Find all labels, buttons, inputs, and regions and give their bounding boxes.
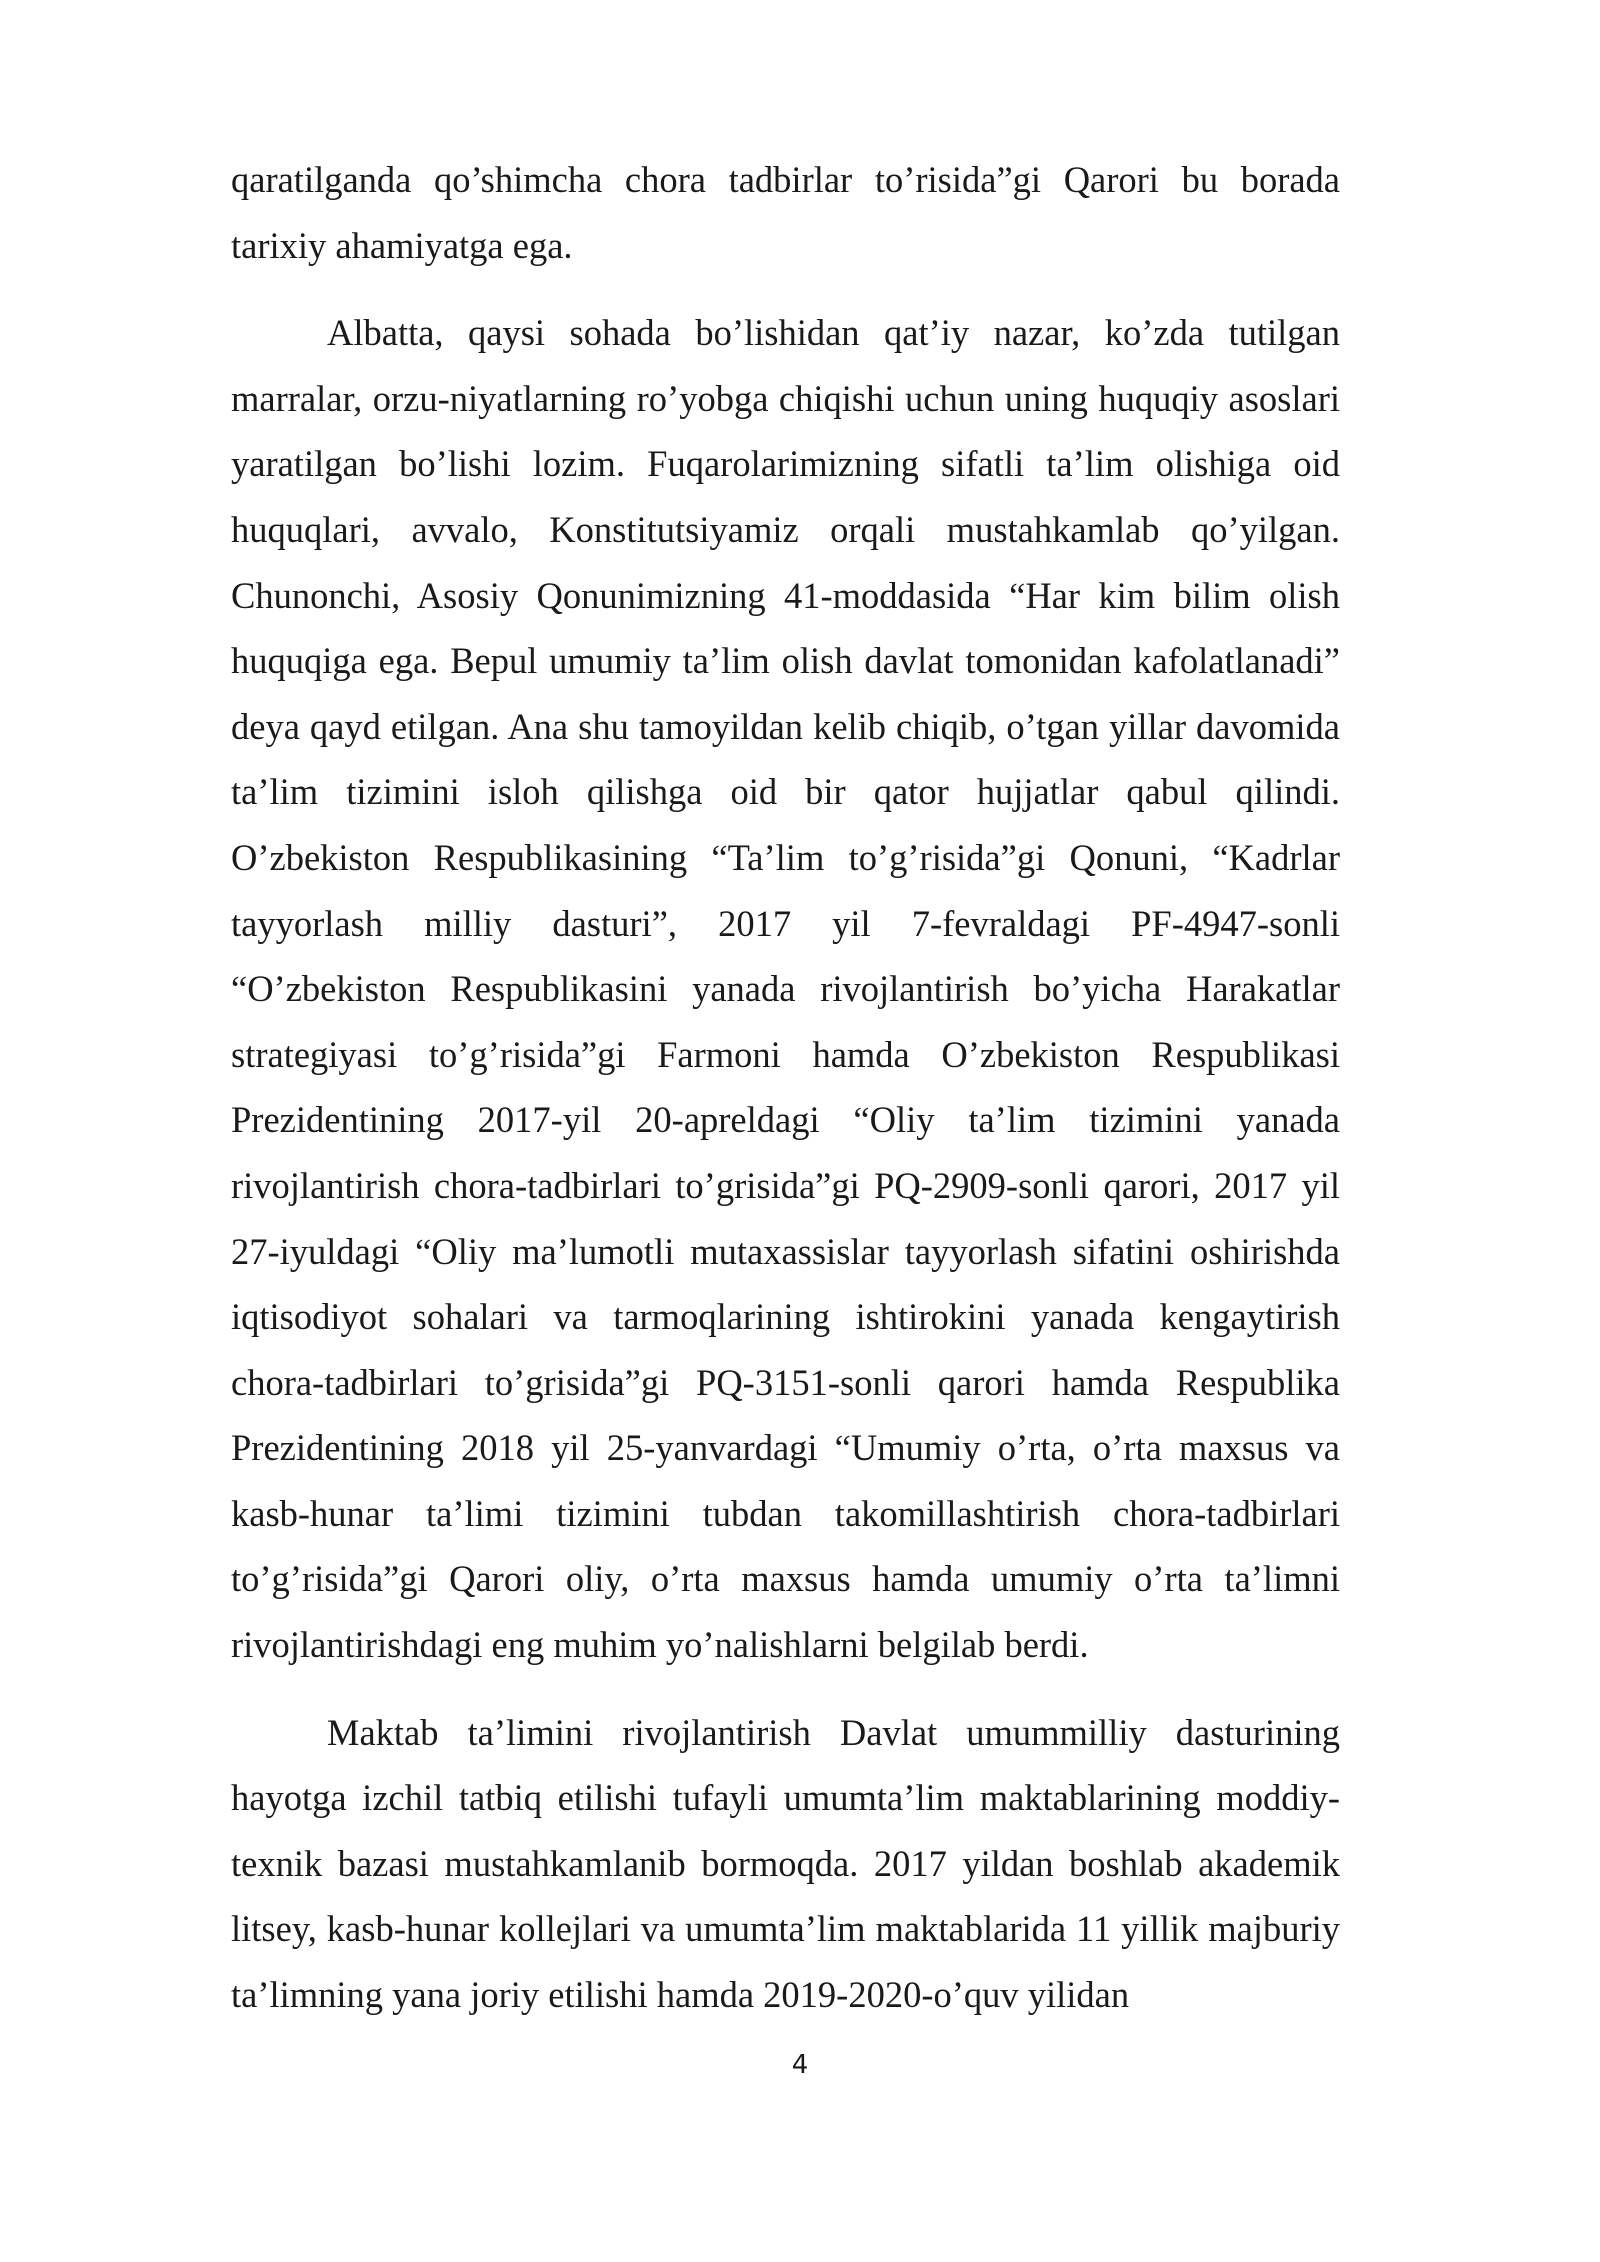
paragraph-legal-basis: Albatta, qaysi sohada bo’lishidan qat’iy nazar, ko’zda tutilgan marralar, orzu-niyatlarning ro’yobga chiqishi uchun uning huquqiy asoslari yaratilgan bo’lishi lozim. Fuqarolarimizning sifatli ta’lim olishiga oid huquqlari, avvalo, Konstitutsiyamiz orqali mustahkamlab qo’yilgan. Chunonchi, Asosiy Qonunimizning 41-moddasida “Har kim bilim olish huquqiga ega. Bepul umumiy ta’lim olish davlat tomonidan kafolatlanadi” deya qayd etilgan. Ana shu tamoyildan kelib chiqib, o’tgan yillar davomida ta’lim tizimini isloh qilishga oid bir qator hujjatlar qabul qilindi. O’zbekiston Respublikasining “Ta’lim to’g’risida”gi Qonuni, “Kadrlar tayyorlash milliy dasturi”, 2017 yil 7-fevraldagi PF-4947-sonli “O’zbekiston Respublikasini yanada rivojlantirish bo’yicha Harakatlar strategiyasi to’g’risida”gi Farmoni hamda O’zbekiston Respublikasi Prezidentining 2017-yil 20-apreldagi “Oliy ta’lim tizimini yanada rivojlantirish chora-tadbirlari to’grisida”gi PQ-2909-sonli qarori, 2017 yil 27-iyuldagi “Oliy ma’lumotli mutaxassislar tayyorlash sifatini oshirishda iqtisodiyot sohalari va tarmoqlarining ishtirokini yanada kengaytirish chora-tadbirlari to’grisida”gi PQ-3151-sonli qarori hamda Respublika Prezidentining 2018 yil 25-yanvardagi “Umumiy o’rta, o’rta maxsus va kasb-hunar ta’limi tizimini tubdan takomillashtirish chora-tadbirlari to’g’risida”gi Qarori oliy, o’rta maxsus hamda umumiy o’rta ta’limni rivojlantirishdagi eng muhim yo’nalishlarni belgilab berdi. [231,312,1340,1666]
page-number: 4 [791,2050,809,2080]
paragraph-continuation: qaratilganda qo’shimcha chora tadbirlar to’risida”gi Qarori bu borada tarixiy ahamiyatga ega. [231,159,1340,266]
paragraph-school-education: Maktab ta’limini rivojlantirish Davlat umummilliy dasturining hayotga izchil tatbiq etilishi tufayli umumta’lim maktablarining moddiy-texnik bazasi mustahkamlanib bormoqda. 2017 yildan boshlab akademik litsey, kasb-hunar kollejlari va umumta’lim maktablarida 11 yillik majburiy ta’limning yana joriy etilishi hamda 2019-2020-o’quv yilidan [231,1711,1340,2016]
document-page [231,147,1340,2028]
